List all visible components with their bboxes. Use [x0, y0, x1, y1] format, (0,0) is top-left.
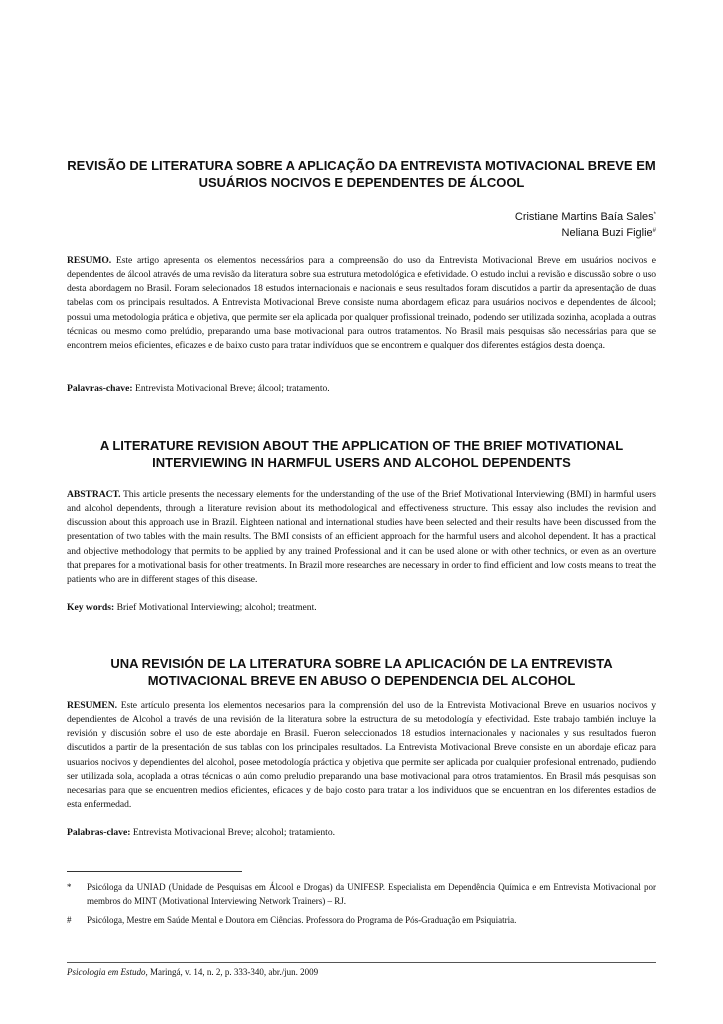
page-footer: [67, 966, 656, 978]
title-spanish: UNA REVISIÓN DE LA LITERATURA SOBRE LA APLICACIÓN DE LA ENTREVISTA MOTIVACIONAL BREVE EN ABUSO O DEPENDENCIA DEL ALCOHOL: [110, 656, 613, 688]
footer-citation: , Maringá, v. 14, n. 2, p. 333-340, abr./jun. 2009: [145, 967, 319, 977]
author-1-mark: *: [653, 212, 656, 218]
footer-journal: Psicologia em Estudo: [67, 967, 146, 977]
paper-page: [67, 0, 656, 1024]
title-english: A LITERATURE REVISION ABOUT THE APPLICATION OF THE BRIEF MOTIVATIONAL INTERVIEWING IN HARMFUL USERS AND ALCOHOL DEPENDENTS: [99, 438, 624, 470]
abstract-portuguese: [67, 254, 656, 353]
keywords-spanish: [67, 826, 656, 840]
author-2-mark: #: [652, 228, 656, 234]
author-1-name: Cristiane Martins Baía Sales: [514, 211, 654, 223]
keywords-spanish-label: Palabras-clave:: [67, 827, 131, 838]
abstract-english-label: ABSTRACT.: [67, 489, 121, 500]
footnote-separator: [67, 871, 242, 872]
author-2-name: Neliana Buzi Figlie: [561, 227, 653, 239]
abstract-portuguese-label: RESUMO.: [67, 255, 112, 266]
abstract-spanish: [67, 699, 656, 812]
title-portuguese: REVISÃO DE LITERATURA SOBRE A APLICAÇÃO DA ENTREVISTA MOTIVACIONAL BREVE EM USUÁRIOS NOCIVOS E DEPENDENTES DE ÁLCOOL: [67, 158, 656, 190]
abstract-spanish-label: RESUMEN.: [67, 700, 117, 711]
keywords-portuguese-label: Palavras-chave:: [67, 383, 133, 394]
author-2: [515, 225, 656, 241]
footnote-1-text: Psicóloga da UNIAD (Unidade de Pesquisas em Álcool e Drogas) da UNIFESP. Especialista em Dependência Química e em Entrevista Motivacional por membros do MINT (Motivational Interviewing Network Trainers) – RJ.: [87, 882, 656, 906]
keywords-spanish-text: Entrevista Motivacional Breve; alcohol; tratamiento.: [132, 827, 336, 838]
abstract-english: [67, 488, 656, 587]
author-1: [515, 209, 656, 225]
author-block: [515, 209, 656, 241]
abstract-english-text: This article presents the necessary elements for the understanding of the use of the Brief Motivational Interviewing (BMI) in harmful users and alcohol dependents, through a literature revision about its methodological and effectiveness structure. This essay also includes the revision and discussion about this approach use in Brazil. Eighteen national and international studies have been selected and their results have been discussed from the presentation of two tables with the main results. The BMI consists of an efficient approach for the harmful users and alcohol dependent. It has a practical and objective methodology that permits to be applied by any trained Professional and it can be used alone or with other technics, or even as an overture that prepares for a motivational basis for other treatments. In Brazil more researches are necessary in order to find efficient and low costs means to treat the patients who are in different stages of this disease.: [67, 489, 656, 585]
footnote-2-mark: #: [67, 915, 72, 925]
abstract-spanish-text: Este artículo presenta los elementos necesarios para la comprensión del uso de la Entrevista Motivacional Breve en usuarios nocivos y dependientes de Alcohol a través de una revisión de la literatura sobre la estructura de su metodología y efectividad. Este trabajo también incluye la revisión y discusión sobre el uso de este abordaje en Brasil. Fueron seleccionados 18 estudios internacionales y nacionales y sus resultados fueron discutidos a partir de la presentación de sus tablas con los principales resultados. La Entrevista Motivacional Breve consiste en un abordaje eficaz para usuarios nocivos y dependientes del alcohol, posee metodología práctica y objetiva que permite ser aplicada por cualquier profesional entrenado, pudiendo ser utilizada sola, acoplada a otras técnicas o aún como preludio preparando una base motivacional para otros tratamientos. En Brasil más pesquisas son necesarias para que se encuentren medios eficientes, eficaces y de bajo costo para tratar a los individuos que se encuentran en los diferentes estadios de esta enfermedad.: [67, 700, 656, 811]
keywords-portuguese-text: Entrevista Motivacional Breve; álcool; tratamento.: [134, 383, 330, 394]
footnote-1-mark: *: [67, 882, 72, 892]
keywords-english: [67, 601, 656, 615]
abstract-portuguese-text: Este artigo apresenta os elementos necessários para a compreensão do uso da Entrevista Motivacional Breve em usuários nocivos e dependentes de álcool através de uma revisão da literatura sobre sua estrutura metodológica e efetividade. O estudo inclui a revisão e discussão sobre o uso desta abordagem no Brasil. Foram selecionados 18 estudos internacionais e nacionais e seus resultados foram discutidos a partir da apresentação de duas tabelas com os principais resultados. A Entrevista Motivacional Breve consiste numa abordagem eficaz para usuários nocivos e dependentes de álcool; possui uma metodologia prática e objetiva, que permite ser ela aplicada por qualquer profissional treinado, podendo ser utilizada sozinha, acoplada a outras técnicas ou mesmo como prelúdio, preparando uma base motivacional para outros tratamentos. No Brasil mais pesquisas são necessárias para que se encontrem meios eficientes, eficazes e de baixo custo para tratar indivíduos que se encontrem e qualquer dos diferentes estágios desta doença.: [67, 255, 656, 351]
footnote-2-text: Psicóloga, Mestre em Saúde Mental e Doutora em Ciências. Professora do Programa de Pós-Graduação em Psiquiatria.: [87, 915, 517, 925]
footnote-2: [67, 914, 656, 928]
footer-rule: [67, 962, 656, 963]
keywords-portuguese: [67, 382, 656, 396]
footnote-1: [67, 881, 656, 908]
keywords-english-label: Key words:: [67, 602, 115, 613]
keywords-english-text: Brief Motivational Interviewing; alcohol; treatment.: [116, 602, 317, 613]
